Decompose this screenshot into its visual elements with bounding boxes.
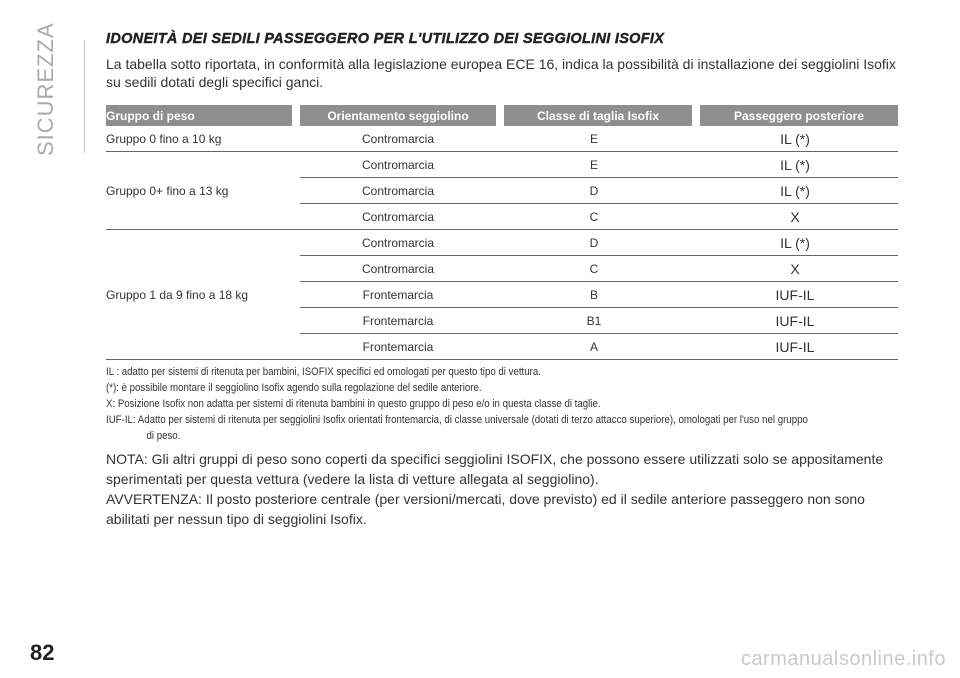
cell-classe: B (589, 287, 598, 302)
note-iuf-il-continued: di peso. (146, 430, 181, 442)
header-passeggero-posteriore: Passeggero posteriore (700, 105, 898, 126)
watermark: carmanualsonline.info (740, 648, 946, 670)
table-row (300, 334, 898, 359)
cell-passeggero: IL (*) (780, 156, 810, 173)
cell-classe: E (589, 131, 598, 146)
group-label: Gruppo 1 da 9 fino a 18 kg (106, 287, 249, 302)
group-0plus (106, 152, 898, 230)
note-asterisk: (*): è possibile montare il seggiolino Isofix agendo sulla regolazione del sedile anteriore. (106, 382, 482, 394)
header-classe-taglia: Classe di taglia Isofix (504, 105, 692, 126)
group-label: Gruppo 0+ fino a 13 kg (106, 183, 229, 198)
note-iuf-il: IUF-IL: Adatto per sistemi di ritenuta per seggiolini Isofix orientati frontemarcia, di classe universale (dotati di terzo attacco superiore), omologati per l'uso nel gruppo (106, 414, 808, 426)
group-1 (106, 230, 898, 360)
cell-passeggero: IUF-IL (775, 286, 815, 303)
section-label: SICUREZZA (33, 22, 58, 156)
cell-classe: C (589, 209, 599, 224)
cell-orientamento: Contromarcia (361, 209, 435, 224)
cell-passeggero: X (790, 260, 800, 277)
table-row (300, 230, 898, 256)
body-text (106, 449, 906, 529)
cell-classe: C (589, 261, 599, 276)
cell-classe: D (589, 235, 599, 250)
cell-passeggero: IL (*) (780, 130, 810, 147)
intro-paragraph: La tabella sotto riportata, in conformità alla legislazione europea ECE 16, indica la possibilità di installazione dei seggiolini Isofix su sedili dotati degli specifici ganci. (106, 56, 896, 90)
nota-paragraph: NOTA: Gli altri gruppi di peso sono coperti da specifici seggiolini ISOFIX, che possono essere utilizzati solo se appositamente sperimentati per questa vettura (vedere la lista di vetture allegata al seggiolino). (106, 451, 884, 487)
cell-orientamento: Contromarcia (361, 183, 435, 198)
table-row (300, 256, 898, 282)
cell-orientamento: Frontemarcia (362, 339, 434, 354)
table-notes (106, 364, 902, 444)
cell-passeggero: IUF-IL (775, 338, 815, 355)
page-number: 82 (30, 640, 55, 665)
table-row (300, 126, 898, 151)
cell-passeggero: IUF-IL (775, 312, 815, 329)
section-divider (84, 40, 85, 153)
cell-classe: E (589, 157, 598, 172)
header-gruppo-peso: Gruppo di peso (106, 105, 292, 126)
avvertenza-paragraph: AVVERTENZA: Il posto posteriore centrale (per versioni/mercati, dove previsto) ed il sedile anteriore passeggero non sono abilitati per nessun tipo di seggiolini Isofix. (106, 491, 865, 527)
cell-orientamento: Contromarcia (361, 235, 435, 250)
table-row (300, 178, 898, 204)
cell-orientamento: Contromarcia (361, 261, 435, 276)
cell-passeggero: IL (*) (780, 182, 810, 199)
cell-orientamento: Contromarcia (361, 157, 435, 172)
table-row (300, 308, 898, 334)
table-row (300, 152, 898, 178)
cell-passeggero: IL (*) (780, 234, 810, 251)
page-title: IDONEITÀ DEI SEDILI PASSEGGERO PER L'UTILIZZO DEI SEGGIOLINI ISOFIX (106, 31, 665, 47)
group-label: Gruppo 0 fino a 10 kg (106, 131, 222, 146)
table-row (300, 204, 898, 229)
isofix-table (106, 105, 898, 360)
cell-passeggero: X (790, 208, 800, 225)
cell-classe: D (589, 183, 599, 198)
table-header (106, 105, 898, 126)
cell-orientamento: Frontemarcia (362, 287, 434, 302)
cell-classe: A (589, 339, 598, 354)
note-x: X: Posizione Isofix non adatta per sistemi di ritenuta bambini in questo gruppo di peso e/o in questa classe di taglie. (106, 398, 601, 410)
note-il: IL : adatto per sistemi di ritenuta per bambini, ISOFIX specifici ed omologati per questo tipo di vettura. (106, 366, 541, 378)
cell-orientamento: Frontemarcia (362, 313, 434, 328)
cell-classe: B1 (586, 313, 602, 328)
cell-orientamento: Contromarcia (361, 131, 435, 146)
header-orientamento: Orientamento seggiolino (300, 105, 496, 126)
table-row (300, 282, 898, 308)
group-0 (106, 126, 898, 152)
